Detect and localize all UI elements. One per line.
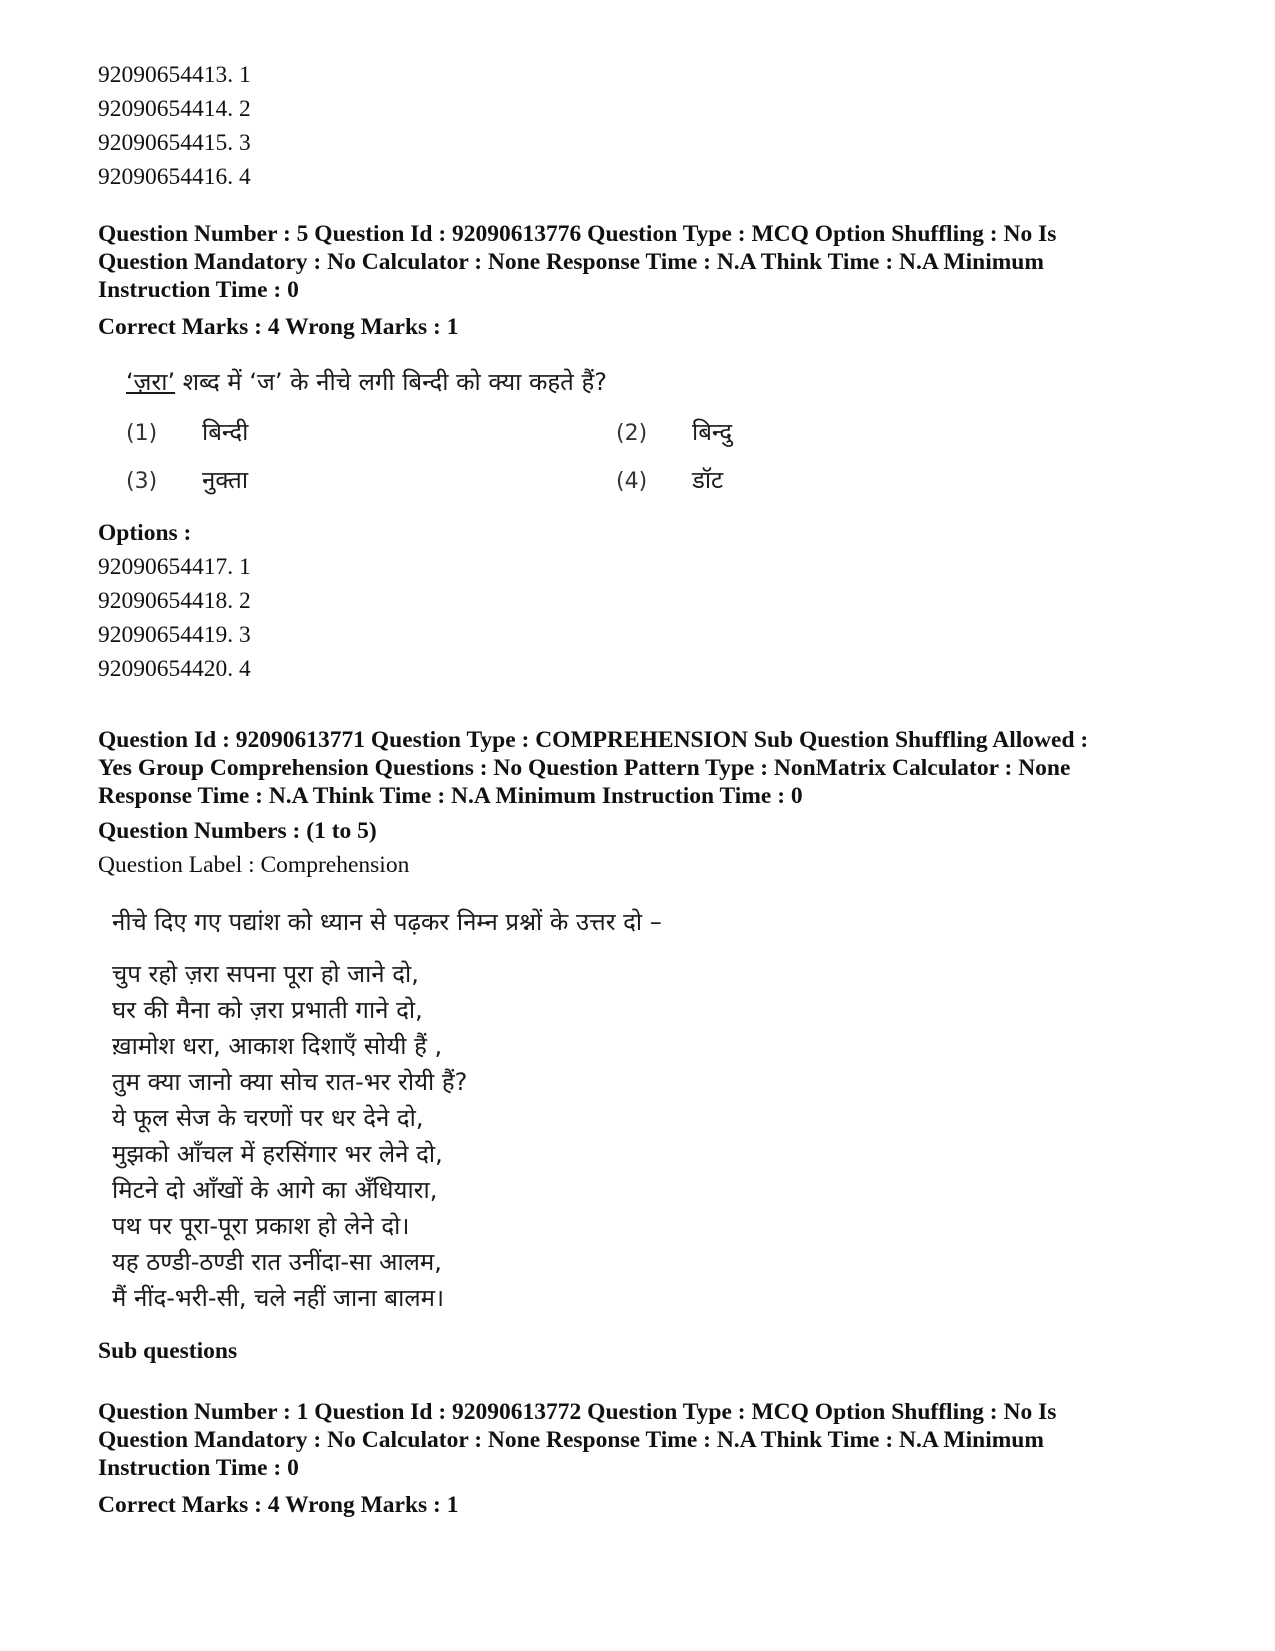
choice-4: (4) डॉट xyxy=(616,466,724,494)
question-5-text-image xyxy=(98,360,1178,502)
question-5-marks: Correct Marks : 4 Wrong Marks : 1 xyxy=(98,314,459,340)
question-5-block xyxy=(98,220,1178,686)
verse-line: मैं नींद-भरी-सी, चले नहीं जाना बालम। xyxy=(112,1284,445,1312)
verse-line: घर की मैना को ज़रा प्रभाती गाने दो, xyxy=(112,996,423,1024)
verse-line: तुम क्या जानो क्या सोच रात-भर रोयी हैं? xyxy=(112,1068,468,1096)
verse-line: चुप रहो ज़रा सपना पूरा हो जाने दो, xyxy=(112,960,419,988)
option-line: 92090654416. 4 xyxy=(98,164,251,190)
question-5-meta: Question Number : 5 Question Id : 92090613776 Question Type : MCQ Option Shuffling : No Is Question Mandatory : No Calculator : None Response Time : N.A Think Time : N.A Minimum Instruction Time : 0 xyxy=(98,221,1057,303)
sub-questions-heading: Sub questions xyxy=(98,1338,238,1364)
verse xyxy=(112,956,1178,1316)
choice-2: (2) बिन्दु xyxy=(616,418,733,446)
document-page xyxy=(98,58,1178,1522)
option-line: 92090654413. 1 xyxy=(98,62,251,88)
options-heading: Options : xyxy=(98,520,192,546)
comprehension-meta: Question Id : 92090613771 Question Type : COMPREHENSION Sub Question Shuffling Allowed : Yes Group Comprehension Questions : No Question Pattern Type : NonMatrix Calculator : None Response Time : N.A Think Time : N.A Minimum Instruction Time : 0 xyxy=(98,727,1089,809)
verse-line: ये फूल सेज के चरणों पर धर देने दो, xyxy=(112,1104,424,1132)
verse-line: यह ठण्डी-ठण्डी रात उनींदा-सा आलम, xyxy=(112,1248,442,1276)
option-line: 92090654418. 2 xyxy=(98,588,251,614)
verse-line: मुझको आँचल में हरसिंगार भर लेने दो, xyxy=(112,1140,443,1168)
choice-1: (1) बिन्दी xyxy=(126,418,249,446)
question-1-marks: Correct Marks : 4 Wrong Marks : 1 xyxy=(98,1492,459,1518)
question-5-options-list xyxy=(98,550,1178,686)
comprehension-block xyxy=(98,726,1178,1368)
question-word: ‘ज़रा’ xyxy=(126,368,176,396)
verse-line: पथ पर पूरा-पूरा प्रकाश हो लेने दो। xyxy=(112,1212,410,1240)
question-5-prompt xyxy=(126,360,1178,404)
option-line: 92090654415. 3 xyxy=(98,130,251,156)
option-line: 92090654419. 3 xyxy=(98,622,251,648)
verse-line: ख़ामोश धरा, आकाश दिशाएँ सोयी हैं , xyxy=(112,1032,443,1060)
option-line: 92090654420. 4 xyxy=(98,656,251,682)
comprehension-passage xyxy=(98,900,1178,1316)
question-numbers: Question Numbers : (1 to 5) xyxy=(98,818,377,844)
previous-options-list xyxy=(98,58,1178,194)
question-rest: शब्द में ‘ज’ के नीचे लगी बिन्दी को क्या कहते हैं? xyxy=(175,368,607,396)
question-label: Question Label : Comprehension xyxy=(98,852,410,878)
choice-3: (3) नुक्ता xyxy=(126,466,249,494)
option-line: 92090654414. 2 xyxy=(98,96,251,122)
question-1-block xyxy=(98,1398,1178,1522)
passage-intro: नीचे दिए गए पद्यांश को ध्यान से पढ़कर निम्न प्रश्नों के उत्तर दो – xyxy=(112,908,662,936)
question-1-meta: Question Number : 1 Question Id : 92090613772 Question Type : MCQ Option Shuffling : No Is Question Mandatory : No Calculator : None Response Time : N.A Think Time : N.A Minimum Instruction Time : 0 xyxy=(98,1399,1057,1481)
verse-line: मिटने दो आँखों के आगे का अँधियारा, xyxy=(112,1176,438,1204)
option-line: 92090654417. 1 xyxy=(98,554,251,580)
question-5-choices xyxy=(126,412,1178,502)
